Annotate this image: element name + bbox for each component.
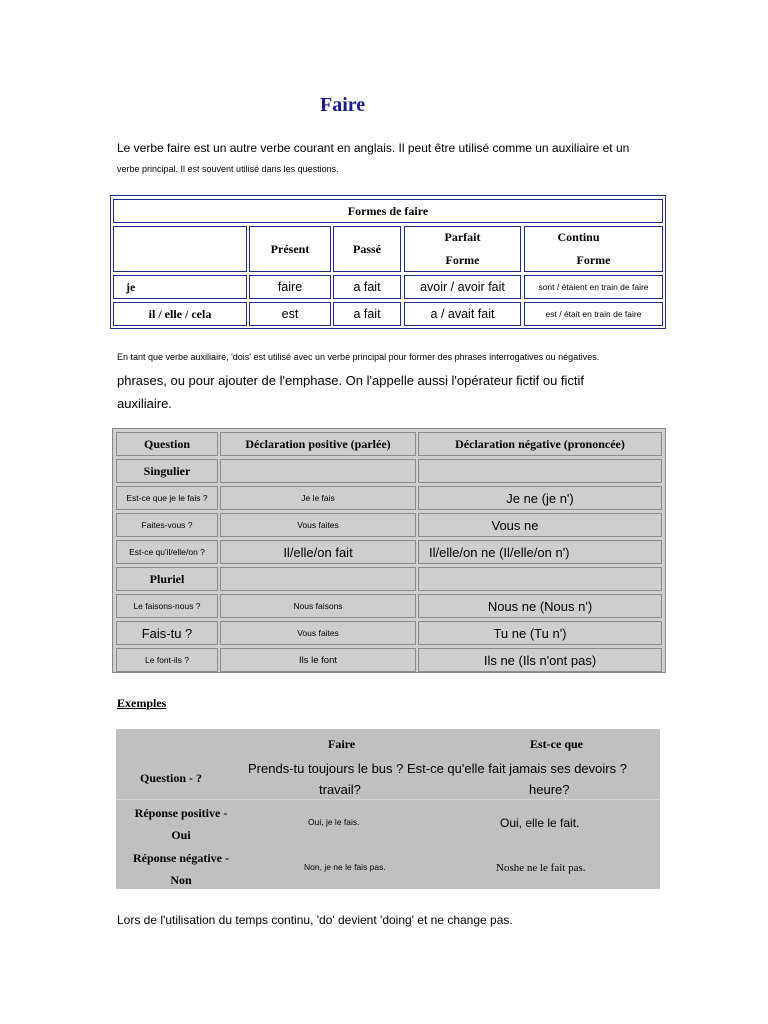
intro-line-2: verbe principal. Il est souvent utilisé dans les questions. [117,164,339,174]
row-il-present: est [249,302,331,326]
question-line-1: Prends-tu toujours le bus ? Est-ce qu'elle fait jamais ses devoirs ? [248,761,627,776]
header-parfait [404,226,521,272]
empty-cell [418,567,662,591]
row-je-pronoun: je [113,275,247,299]
row-je-parfait: avoir / avoir fait [404,275,521,299]
plur-neg-3: Ils ne (Ils n'ont pas) [418,648,662,672]
question-line-2b: heure? [529,782,570,797]
row-separator [116,799,660,800]
aux-line-3: auxiliaire. [117,396,172,411]
sing-pos-3: Il/elle/on fait [220,540,416,564]
col-header-negative: Déclaration négative (prononcée) [418,432,662,456]
examples-heading: Exemples [117,696,167,710]
sing-pos-1: Je le fais [220,486,416,510]
row-il-parfait: a / avait fait [404,302,521,326]
row-il-pronoun: il / elle / cela [113,302,247,326]
group-pluriel: Pluriel [116,567,218,591]
col-header-question: Question [116,432,218,456]
empty-cell [220,459,416,483]
negative-label-1: Réponse négative - [133,851,229,865]
intro-line-1: Le verbe faire est un autre verbe courant en anglais. Il peut être utilisé comme un auxiliaire et un [117,141,630,155]
sing-q-3: Est-ce qu'il/elle/on ? [116,540,218,564]
col-header-positive: Déclaration positive (parlée) [220,432,416,456]
aux-line-1: En tant que verbe auxiliaire, 'dois' est utilisé avec un verbe principal pour former des phrases interrogatives ou négatives. [117,352,600,362]
plur-pos-3: Ils le font [220,648,416,672]
closing-text: Lors de l'utilisation du temps continu, 'do' devient 'doing' et ne change pas. [117,913,513,927]
question-label: Question - ? [140,771,203,785]
col-estce: Est-ce que [530,737,583,751]
positive-label-2: Oui [171,828,191,842]
sing-neg-1: Je ne (je n') [418,486,662,510]
positive-faire: Oui, je le fais. [308,817,360,827]
empty-cell [418,459,662,483]
sing-q-2: Faites-vous ? [116,513,218,537]
header-continu-line1: Continu [557,230,600,244]
header-passe: Passé [333,226,401,272]
row-il-passe: a fait [333,302,401,326]
row-je-present: faire [249,275,331,299]
sing-neg-2: Vous ne [418,513,662,537]
page-title: Faire [320,94,366,116]
examples-table [116,729,660,889]
negative-estce: Noshe ne le fait pas. [496,862,586,874]
conjugation-table [112,428,666,673]
col-faire: Faire [328,737,356,751]
row-je-passe: a fait [333,275,401,299]
plur-pos-1: Nous faisons [220,594,416,618]
group-singulier: Singulier [116,459,218,483]
row-il-continu: est / était en train de faire [524,302,663,326]
header-present: Présent [249,226,331,272]
header-empty-cell [113,226,247,272]
header-parfait-line2: Forme [445,253,480,267]
positive-label-1: Réponse positive - [134,806,228,820]
plur-neg-2: Tu ne (Tu n') [418,621,662,645]
header-parfait-line1: Parfait [444,230,481,244]
forms-table-caption: Formes de faire [113,199,663,223]
aux-line-2: phrases, ou pour ajouter de l'emphase. On l'appelle aussi l'opérateur fictif ou fictif [117,373,585,388]
plur-q-1: Le faisons-nous ? [116,594,218,618]
plur-neg-1: Nous ne (Nous n') [418,594,662,618]
sing-pos-2: Vous faites [220,513,416,537]
negative-faire: Non, je ne le fais pas. [304,862,386,872]
positive-estce: Oui, elle le fait. [500,816,580,830]
plur-q-2: Fais-tu ? [116,621,218,645]
sing-neg-3: Il/elle/on ne (Il/elle/on n') [418,540,662,564]
sing-q-1: Est-ce que je le fais ? [116,486,218,510]
negative-label-2: Non [170,873,192,887]
forms-table [110,195,666,329]
question-line-2a: travail? [319,782,361,797]
header-continu-line2: Forme [576,253,611,267]
empty-cell [220,567,416,591]
header-continu [524,226,663,272]
row-je-continu: sont / étaient en train de faire [524,275,663,299]
plur-q-3: Le font-ils ? [116,648,218,672]
plur-pos-2: Vous faites [220,621,416,645]
